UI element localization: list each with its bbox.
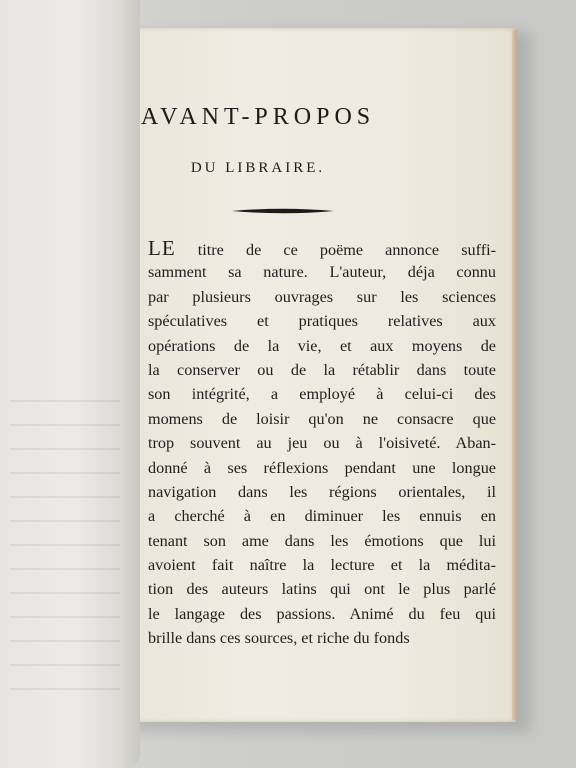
text-line: le langage des passions. Animé du feu qui (148, 604, 496, 623)
text-line: samment sa nature. L'auteur, déja connu (148, 263, 496, 282)
text-line: momens de loisir qu'on ne consacre que (148, 409, 496, 428)
text-line: trop souvent au jeu ou à l'oisiveté. Aban- (148, 434, 496, 453)
text-line: spéculatives et pratiques relatives aux (148, 312, 496, 331)
first-line-rest: titre de ce poëme annonce suffi- (175, 241, 496, 259)
ornamental-rule-icon (232, 208, 334, 214)
text-line: tenant son ame dans les émotions que lui (148, 531, 496, 550)
text-line: son intégrité, a employé à celui-ci des (148, 385, 496, 404)
text-line: navigation dans les régions orientales, il (148, 482, 496, 501)
body-text (148, 236, 496, 651)
text-line: avoient fait naître la lecture et la médita- (148, 556, 496, 575)
text-line (148, 236, 496, 260)
text-line: par plusieurs ouvrages sur les sciences (148, 287, 496, 306)
drop-cap: LE (148, 236, 176, 260)
bleed-through-text (10, 400, 120, 700)
text-line: opérations de la vie, et aux moyens de (148, 336, 496, 355)
text-line: donné à ses réflexions pendant une longue (148, 458, 496, 477)
page-edge (512, 30, 517, 720)
text-line: tion des auteurs latins qui ont le plus parlé (148, 580, 496, 599)
text-line: a cherché à en diminuer les ennuis en (148, 507, 496, 526)
page-subtitle: DU LIBRAIRE. (190, 160, 326, 176)
text-line: brille dans ces sources, et riche du fonds (148, 629, 410, 648)
text-line: la conserver ou de la rétablir dans toute (148, 360, 496, 379)
page-title: AVANT-PROPOS (140, 104, 376, 130)
